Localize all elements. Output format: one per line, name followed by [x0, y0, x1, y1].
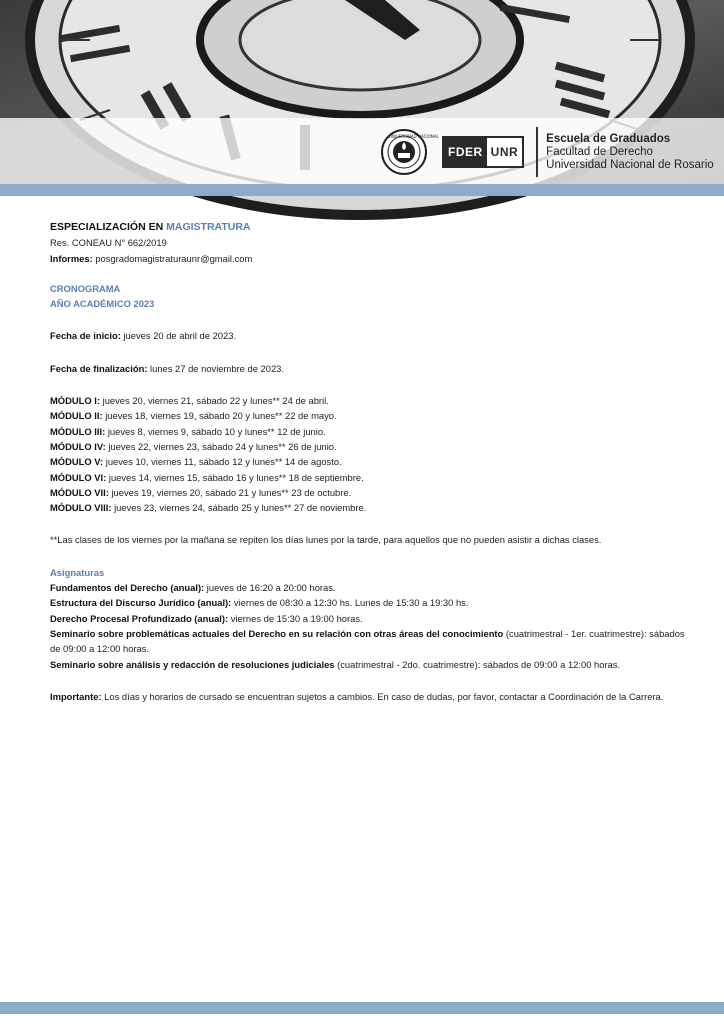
- asignatura-label: Seminario sobre problemáticas actuales del Derecho en su relación con otras áreas del conocimiento: [50, 627, 504, 639]
- modulo-label: MÓDULO III:: [50, 425, 106, 437]
- asignatura-item: [50, 580, 692, 595]
- inicio-value: jueves 20 de abril de 2023.: [123, 330, 237, 342]
- modulo-text: jueves 19, viernes 20, sábado 21 y lunes** 23 de octubre.: [111, 486, 352, 498]
- modulo-item: [50, 470, 692, 485]
- program-title: [50, 220, 692, 235]
- modulo-label: MÓDULO VI:: [50, 471, 107, 483]
- asignatura-label: Fundamentos del Derecho (anual):: [50, 582, 205, 594]
- title-prefix: ESPECIALIZACIÓN EN: [50, 221, 164, 233]
- modulo-label: MÓDULO VII:: [50, 486, 109, 498]
- modulo-text: jueves 20, viernes 21, sábado 22 y lunes** 24 de abril.: [102, 395, 329, 407]
- logo-group: [380, 124, 714, 180]
- unr-label: UNR: [487, 138, 523, 166]
- cronograma-heading: CRONOGRAMA: [50, 282, 121, 294]
- modulo-text: jueves 8, viernes 9, sábado 10 y lunes** 12 de junio.: [107, 425, 326, 437]
- unr-seal-icon: [380, 128, 439, 176]
- resolution-line: Res. CONEAU N° 662/2019: [50, 237, 167, 249]
- asignaturas-heading: Asignaturas: [50, 566, 105, 578]
- modulos-list: [50, 393, 692, 515]
- header-banner: [0, 0, 724, 184]
- informes-line: [50, 251, 692, 266]
- fin-value: lunes 27 de noviembre de 2023.: [150, 362, 284, 374]
- asignatura-item: [50, 595, 692, 610]
- school-line-2: Facultad de Derecho: [546, 145, 653, 158]
- logo-divider: [536, 127, 538, 177]
- svg-text:UNIVERSIDAD NACIONAL: UNIVERSIDAD NACIONAL: [389, 134, 439, 139]
- modulo-text: jueves 22, viernes 23, sábado 24 y lunes** 26 de junio.: [108, 440, 337, 452]
- asignaturas-list: [50, 580, 692, 672]
- modulo-item: [50, 500, 692, 515]
- modulo-text: jueves 23, viernes 24, sábado 25 y lunes** 27 de noviembre.: [114, 502, 367, 514]
- modulo-label: MÓDULO II:: [50, 410, 103, 422]
- informes-email: posgradomagistraturaunr@gmail.com: [95, 252, 253, 264]
- asignatura-text: viernes de 08:30 a 12:30 hs. Lunes de 15:30 a 19:30 hs.: [233, 597, 469, 609]
- asignatura-text: viernes de 15:30 a 19:00 horas.: [230, 612, 363, 624]
- fder-unr-logo: [442, 136, 524, 168]
- modulo-text: jueves 14, viernes 15, sábado 16 y lunes** 18 de septiembre.: [108, 471, 364, 483]
- importante-label: Importante:: [50, 690, 102, 702]
- inicio-line: [50, 328, 692, 343]
- bottom-accent-bar: [0, 1002, 724, 1014]
- modulo-label: MÓDULO IV:: [50, 440, 106, 452]
- top-accent-bar: [0, 184, 724, 196]
- anio-heading: AÑO ACADÉMICO 2023: [50, 298, 155, 310]
- importante-paragraph: [50, 689, 692, 704]
- asignatura-label: Seminario sobre análisis y redacción de resoluciones judiciales: [50, 658, 335, 670]
- modulo-item: [50, 424, 692, 439]
- modulo-label: MÓDULO V:: [50, 456, 104, 468]
- school-line-3: Universidad Nacional de Rosario: [546, 158, 714, 171]
- asignatura-text: jueves de 16:20 a 20:00 horas.: [206, 582, 336, 594]
- footnote: **Las clases de los viernes por la mañana se repiten los días lunes por la tarde, para aquellos que no pueden asistir a dichas clases.: [50, 534, 602, 546]
- modulo-text: jueves 10, viernes 11, sábado 12 y lunes** 14 de agosto.: [105, 456, 342, 468]
- document-body: [50, 220, 692, 704]
- modulo-item: [50, 439, 692, 454]
- asignatura-item: [50, 626, 692, 657]
- asignatura-label: Derecho Procesal Profundizado (anual):: [50, 612, 229, 624]
- fin-label: Fecha de finalización:: [50, 362, 148, 374]
- modulo-item: [50, 485, 692, 500]
- fder-label: FDER: [444, 138, 487, 166]
- inicio-label: Fecha de inicio:: [50, 330, 121, 342]
- modulo-label: MÓDULO I:: [50, 395, 100, 407]
- informes-label: Informes:: [50, 252, 93, 264]
- modulo-text: jueves 18, viernes 19, sábado 20 y lunes** 22 de mayo.: [105, 410, 337, 422]
- modulo-label: MÓDULO VIII:: [50, 502, 112, 514]
- asignatura-label: Estructura del Discurso Jurídico (anual):: [50, 597, 232, 609]
- fin-line: [50, 361, 692, 376]
- asignatura-text: (cuatrimestral - 2do. cuatrimestre): sábados de 09:00 a 12:00 horas.: [337, 658, 621, 670]
- modulo-item: [50, 408, 692, 423]
- title-accent: MAGISTRATURA: [166, 221, 251, 233]
- asignatura-text: (cuatrimestral - 1er. cuatrimestre): sábados de 09:00 a 12:00 horas.: [50, 627, 685, 655]
- importante-text: Los días y horarios de cursado se encuentran sujetos a cambios. En caso de dudas, por favor, contactar a Coordinación de la Carrera.: [104, 690, 664, 702]
- asignatura-item: [50, 611, 692, 626]
- asignatura-item: [50, 657, 692, 672]
- school-line-1: Escuela de Graduados: [546, 132, 671, 145]
- school-name: [546, 133, 713, 172]
- modulo-item: [50, 454, 692, 469]
- modulo-item: [50, 393, 692, 408]
